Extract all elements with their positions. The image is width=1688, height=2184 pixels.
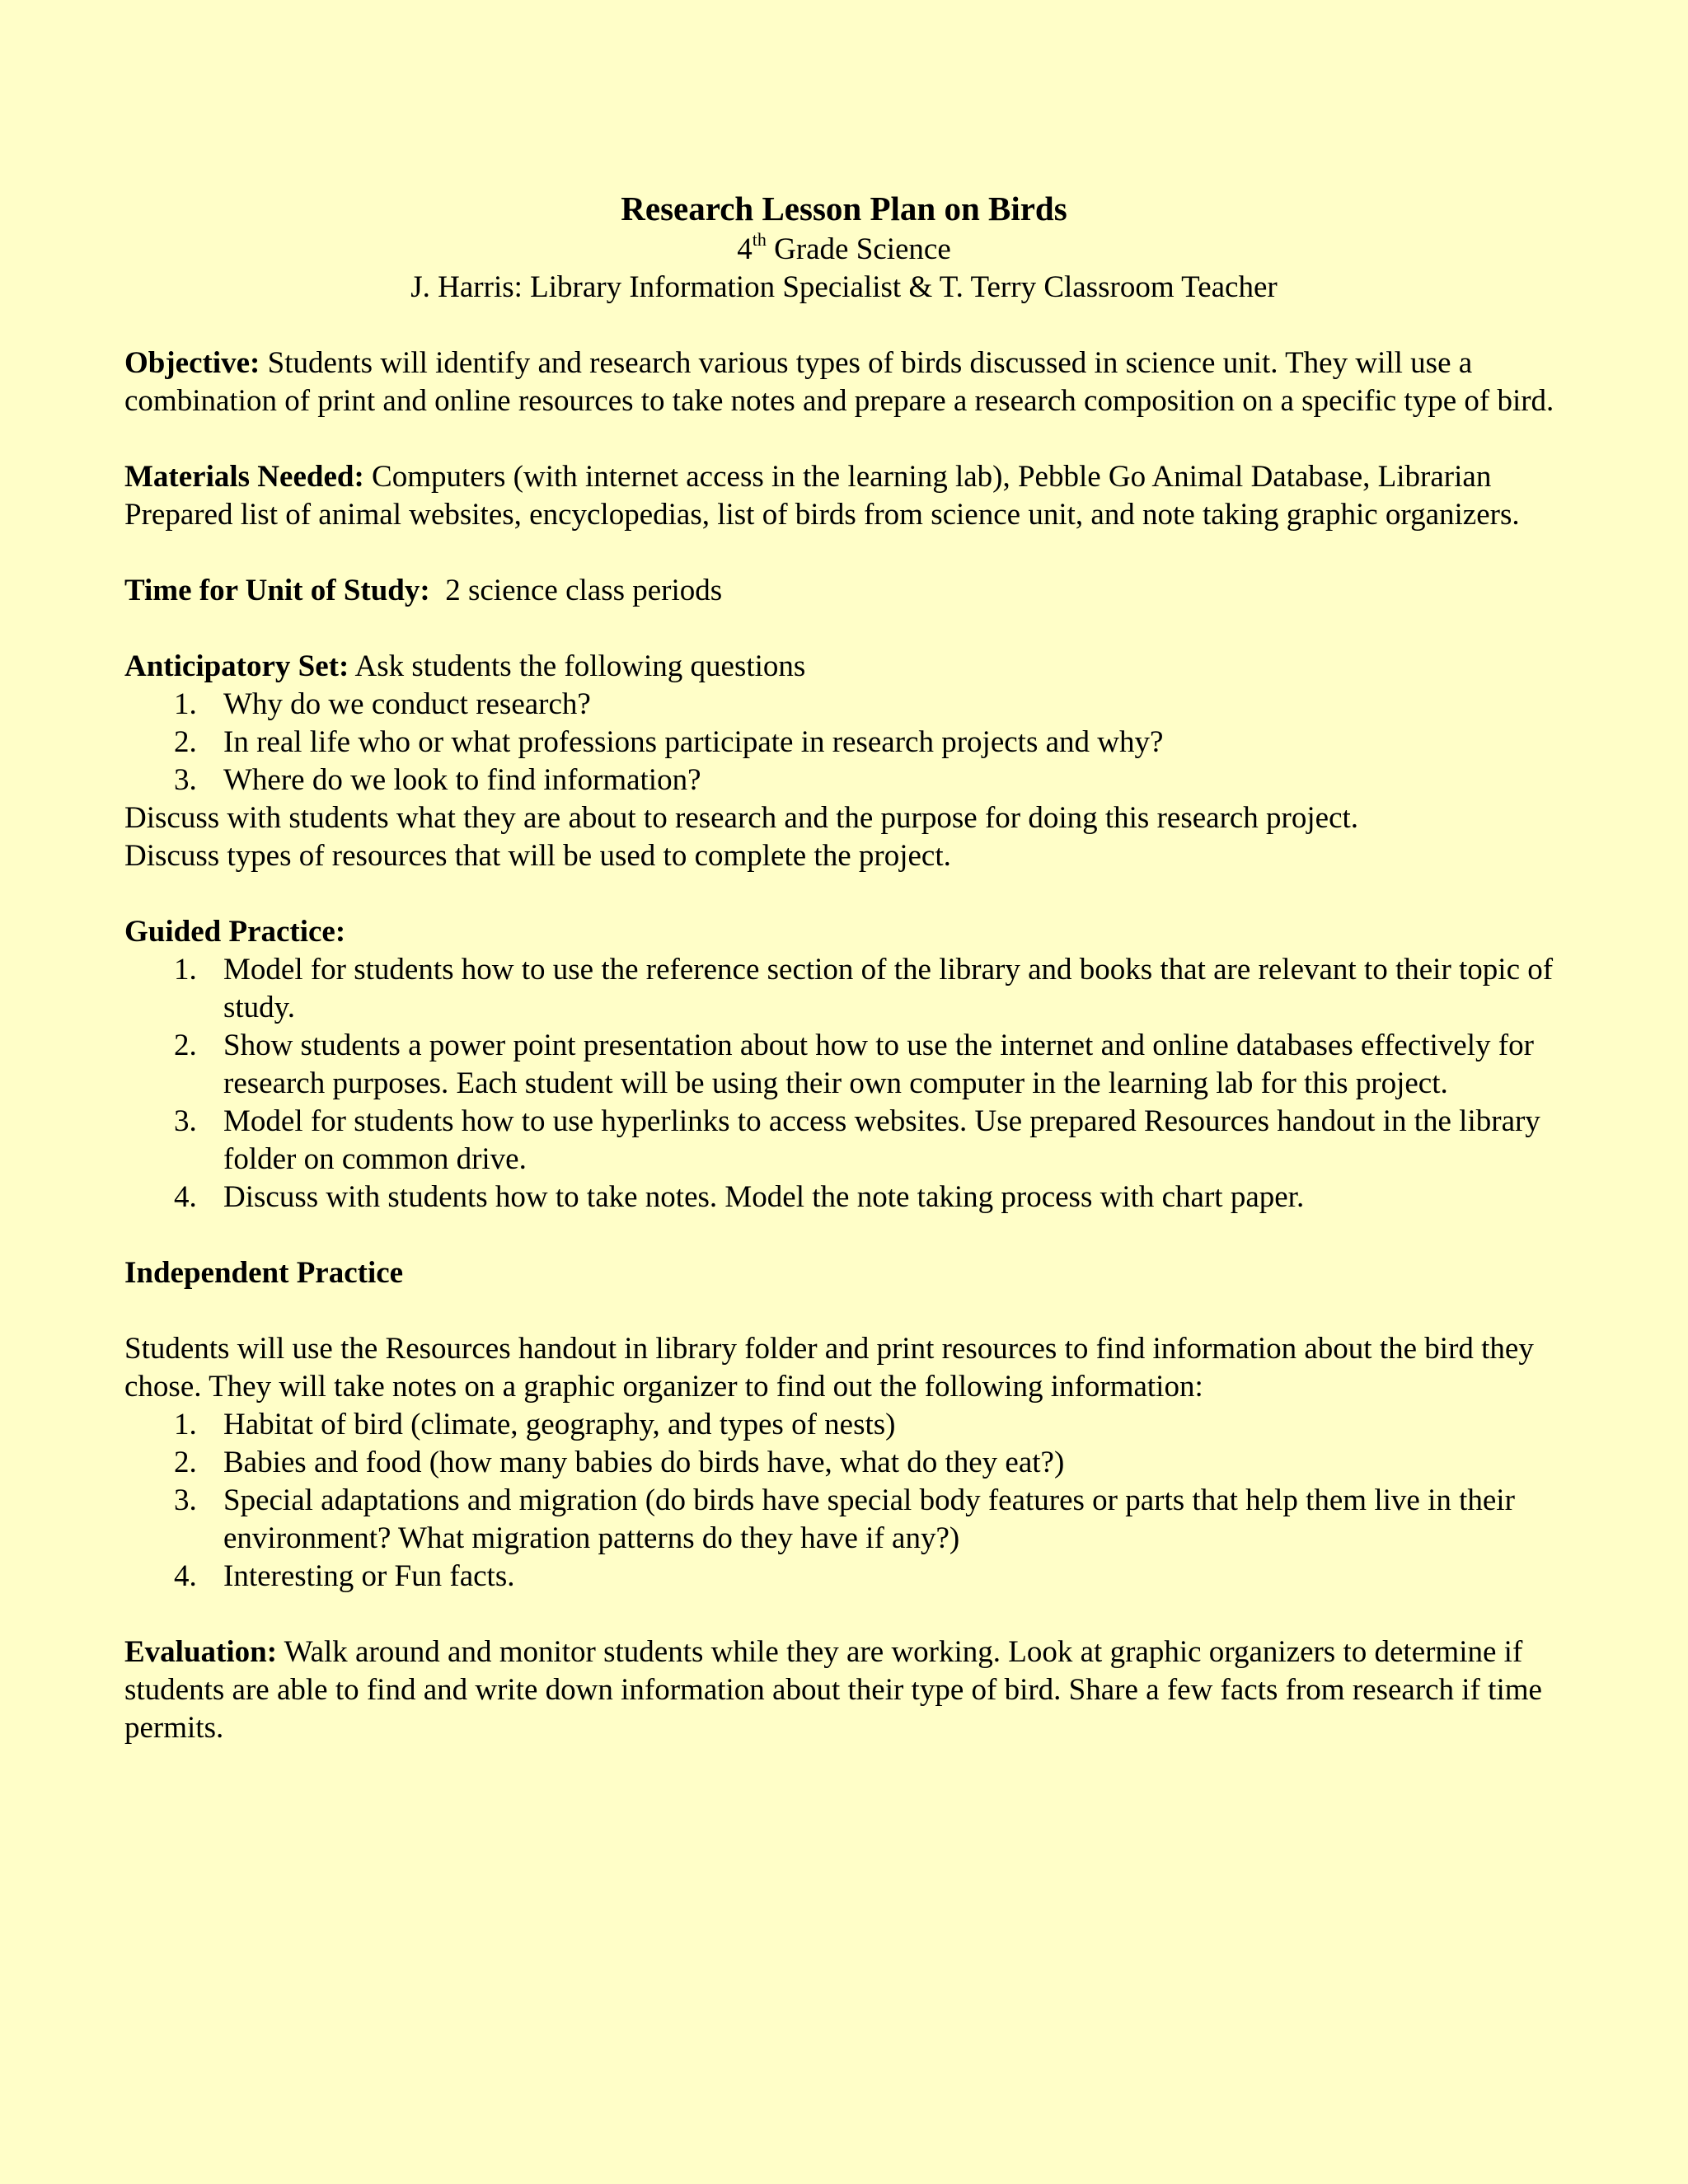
list-item bbox=[124, 762, 1564, 799]
independent-list bbox=[124, 1406, 1564, 1596]
objective-label: Objective: bbox=[124, 346, 260, 380]
guided-list bbox=[124, 951, 1564, 1216]
list-item bbox=[124, 1444, 1564, 1482]
list-text: Discuss with students how to take notes. Model the note taking process with chart paper. bbox=[223, 1180, 1305, 1214]
guided-label: Guided Practice: bbox=[124, 915, 346, 949]
list-item bbox=[124, 1103, 1564, 1179]
anticipatory-section bbox=[124, 648, 1564, 875]
list-text: Model for students how to use the reference section of the library and books that are relevant to their topic of study. bbox=[223, 953, 1554, 1024]
list-item bbox=[124, 951, 1564, 1027]
grade-subtitle bbox=[124, 228, 1564, 269]
list-number: 3. bbox=[174, 1104, 197, 1138]
list-text: Habitat of bird (climate, geography, and types of nests) bbox=[223, 1408, 896, 1441]
list-number: 3. bbox=[174, 1483, 197, 1517]
spacer bbox=[124, 1292, 1564, 1330]
anticipatory-discuss-resources: Discuss types of resources that will be used to complete the project. bbox=[124, 839, 951, 873]
anticipatory-text: Ask students the following questions bbox=[349, 649, 806, 683]
independent-section bbox=[124, 1254, 1564, 1596]
objective-section bbox=[124, 344, 1564, 420]
evaluation-label: Evaluation: bbox=[124, 1635, 278, 1669]
list-text: Model for students how to use hyperlinks to access websites. Use prepared Resources handout in the library folder on common drive. bbox=[223, 1104, 1540, 1176]
list-text: In real life who or what professions participate in research projects and why? bbox=[223, 725, 1164, 759]
grade-number: 4 bbox=[737, 232, 753, 266]
list-number: 2. bbox=[174, 1029, 197, 1062]
list-item bbox=[124, 1482, 1564, 1558]
list-number: 4. bbox=[174, 1559, 197, 1593]
authors-line: J. Harris: Library Information Specialist & T. Terry Classroom Teacher bbox=[410, 270, 1278, 304]
anticipatory-list bbox=[124, 686, 1564, 799]
materials-text: Computers (with internet access in the learning lab), Pebble Go Animal Database, Librarian Prepared list of animal websites, encyclopedias, list of birds from science unit, and note taking graphic organizers. bbox=[124, 460, 1520, 532]
list-number: 1. bbox=[174, 953, 197, 987]
list-number: 1. bbox=[174, 1408, 197, 1441]
independent-intro: Students will use the Resources handout in library folder and print resources to find information about the bird they chose. They will take notes on a graphic organizer to find out the following information: bbox=[124, 1332, 1534, 1404]
guided-section bbox=[124, 913, 1564, 1216]
evaluation-text: Walk around and monitor students while they are working. Look at graphic organizers to determine if students are able to find and write down information about their type of bird. Share a few facts from research if time permits. bbox=[124, 1635, 1542, 1745]
list-text: Why do we conduct research? bbox=[223, 687, 591, 721]
list-text: Special adaptations and migration (do birds have special body features or parts that help them live in their environment? What migration patterns do they have if any?) bbox=[223, 1483, 1515, 1555]
objective-text: Students will identify and research various types of birds discussed in science unit. They will use a combination of print and online resources to take notes and prepare a research composition on a specific type of bird. bbox=[124, 346, 1554, 418]
list-number: 4. bbox=[174, 1180, 197, 1214]
list-item bbox=[124, 1027, 1564, 1103]
list-item bbox=[124, 1558, 1564, 1596]
anticipatory-label: Anticipatory Set: bbox=[124, 649, 349, 683]
list-item bbox=[124, 1179, 1564, 1216]
list-item bbox=[124, 724, 1564, 762]
grade-rest: Grade Science bbox=[766, 232, 951, 266]
list-item bbox=[124, 686, 1564, 724]
document-title: Research Lesson Plan on Birds bbox=[621, 190, 1067, 227]
list-text: Babies and food (how many babies do birds have, what do they eat?) bbox=[223, 1446, 1065, 1479]
list-text: Show students a power point presentation about how to use the internet and online databases effectively for research purposes. Each student will be using their own computer in the learning lab for this project. bbox=[223, 1029, 1534, 1100]
evaluation-section bbox=[124, 1633, 1564, 1747]
time-text: 2 science class periods bbox=[429, 574, 723, 607]
materials-label: Materials Needed: bbox=[124, 460, 364, 494]
list-number: 2. bbox=[174, 725, 197, 759]
list-number: 3. bbox=[174, 763, 197, 797]
list-number: 1. bbox=[174, 687, 197, 721]
list-text: Interesting or Fun facts. bbox=[223, 1559, 515, 1593]
document-header bbox=[124, 186, 1564, 307]
list-item bbox=[124, 1406, 1564, 1444]
list-number: 2. bbox=[174, 1446, 197, 1479]
lesson-plan bbox=[124, 186, 1564, 1785]
time-section bbox=[124, 572, 1564, 610]
grade-suffix: th bbox=[752, 228, 767, 250]
list-text: Where do we look to find information? bbox=[223, 763, 701, 797]
materials-section bbox=[124, 458, 1564, 534]
time-label: Time for Unit of Study: bbox=[124, 574, 430, 607]
anticipatory-discuss-purpose: Discuss with students what they are about to research and the purpose for doing this research project. bbox=[124, 801, 1359, 835]
independent-label: Independent Practice bbox=[124, 1256, 404, 1290]
